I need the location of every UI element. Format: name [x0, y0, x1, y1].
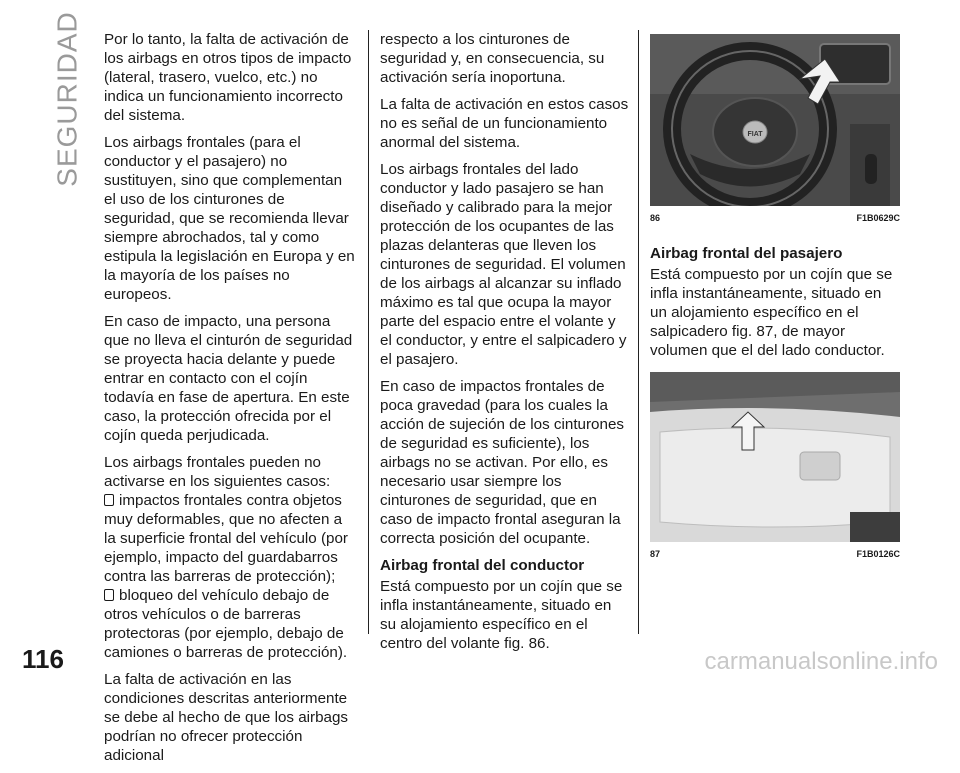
- paragraph: La falta de activación en estos casos no es señal de un funcionamiento anormal del sistema.: [380, 96, 629, 151]
- figure-caption: [650, 209, 900, 228]
- page-number: 116: [22, 644, 64, 674]
- figure-86: [650, 34, 900, 228]
- paragraph-text: Los airbags frontales pueden no activarse en los siguientes casos:: [104, 454, 331, 490]
- paragraph: respecto a los cinturones de seguridad y, en consecuencia, su activación sería inoportuna.: [380, 31, 605, 86]
- figure-code: F1B0126C: [856, 549, 900, 559]
- figure-code: F1B0629C: [856, 213, 900, 223]
- figure-number: 86: [650, 213, 661, 223]
- paragraph: Está compuesto por un cojín que se infla instantáneamente, situado en su alojamiento específico en el centro del volante fig. 86.: [380, 578, 623, 652]
- section-tab: [52, 11, 84, 187]
- paragraph: En caso de impacto, una persona que no lleva el cinturón de seguridad se proyecta hacia delante y puede entrar en contacto con el cojín todavía en fase de apertura. En este caso, la protección ofrecida por el cojín queda perjudicada.: [104, 313, 353, 444]
- checkbox-bullet-icon: [104, 494, 114, 506]
- column-2: [380, 30, 630, 661]
- paragraph: Por lo tanto, la falta de activación de los airbags en otros tipos de impacto (lateral, trasero, vuelco, etc.) no indica un funcionamiento incorrecto del sistema.: [104, 31, 352, 124]
- svg-text:FIAT: FIAT: [747, 131, 763, 138]
- paragraph: [104, 453, 358, 662]
- paragraph: Los airbags frontales del lado conductor y lado pasajero se han diseñado y calibrado para la mejor protección de los ocupantes de las plazas delanteras que lleven los cinturones de seguridad. El volumen de los airbags al alcanzar su inflado máximo es tal que ocupa la mayor parte del espacio entre el volante y el conductor, y entre el salpicadero y el pasajero.: [380, 161, 627, 368]
- bullet-text: impactos frontales contra objetos muy deformables, que no afecten a la superficie frontal del vehículo (por ejemplo, impacto del guardabarros contra las barreras de protección);: [104, 492, 348, 585]
- paragraph: Los airbags frontales (para el conductor y el pasajero) no sustituyen, sino que complementan el uso de los cinturones de seguridad, que se recomienda llevar siempre abrochados, tal y como estipula la legislación en Europa y en la mayoría de los países no europeos.: [104, 134, 355, 303]
- paragraph: En caso de impactos frontales de poca gravedad (para los cuales la acción de sujeción de los cinturones de seguridad es suficiente), los airbags no se activan. Por ello, es necesario usar siempre los cinturones de seguridad, que en caso de impacto frontal aseguran la correcta posición del ocupante.: [380, 378, 624, 547]
- figure-number: 87: [650, 549, 661, 559]
- paragraph: La falta de activación en las condiciones descritas anteriormente se debe al hecho de que los airbags podrían no ofrecer protección adicional: [104, 671, 349, 764]
- bullet-text: bloqueo del vehículo debajo de otros vehículos o de barreras protectoras (por ejemplo, debajo de camiones o barreras de protección).: [104, 587, 348, 661]
- column-divider-1: [368, 30, 369, 634]
- column-divider-2: [638, 30, 639, 634]
- checkbox-bullet-icon: [104, 589, 114, 601]
- heading-passenger-airbag: Airbag frontal del pasajero: [650, 245, 843, 262]
- dashboard-photo: [650, 372, 900, 542]
- figure-87: [650, 372, 900, 564]
- figure-caption: [650, 545, 900, 564]
- column-1: [104, 30, 358, 773]
- steering-wheel-photo: [650, 34, 900, 206]
- watermark: carmanualsonline.info: [704, 648, 938, 675]
- heading-driver-airbag: Airbag frontal del conductor: [380, 557, 585, 574]
- column-3: [650, 34, 900, 564]
- paragraph: Está compuesto por un cojín que se infla instantáneamente, situado en un alojamiento específico en el salpicadero fig. 87, de mayor volumen que el del lado conductor.: [650, 266, 893, 359]
- section-title: SEGURIDAD: [52, 11, 83, 187]
